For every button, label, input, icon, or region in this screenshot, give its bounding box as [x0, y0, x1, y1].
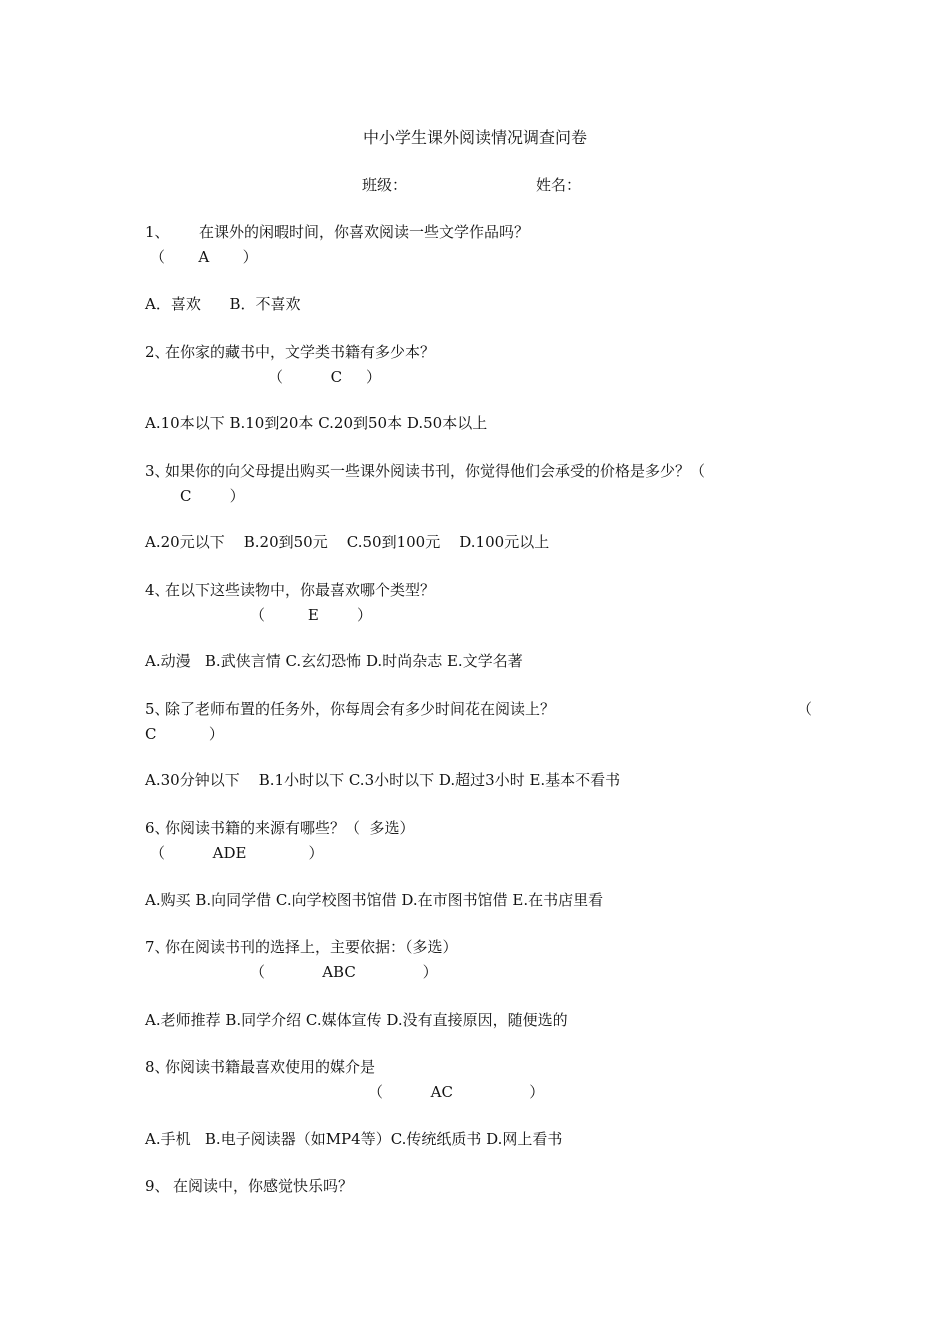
- question-8-options: A.手机 B.电子阅读器（如MP4等）C.传统纸质书 D.网上看书: [145, 1130, 563, 1148]
- question-6-answer: （ ADE ）: [150, 844, 324, 862]
- question-7-text: 你在阅读书刊的选择上，主要依据：（多选）: [165, 938, 458, 956]
- class-label: 班级：: [362, 176, 408, 194]
- question-4-number: 4、: [145, 581, 170, 599]
- question-5-text: 除了老师布置的任务外，你每周会有多少时间花在阅读上？: [165, 700, 556, 718]
- question-5-answer-open: （: [797, 700, 813, 718]
- name-label: 姓名：: [536, 176, 582, 194]
- question-3-number: 3、: [145, 462, 170, 480]
- question-2-number: 2、: [145, 343, 170, 361]
- question-8-text: 你阅读书籍最喜欢使用的媒介是: [165, 1058, 376, 1076]
- question-8-number: 8、: [145, 1058, 170, 1076]
- question-2-text: 在你家的藏书中，文学类书籍有多少本？: [165, 343, 436, 361]
- question-5-number: 5、: [145, 700, 170, 718]
- question-4-options: A.动漫 B.武侠言情 C.玄幻恐怖 D.时尚杂志 E.文学名著: [145, 652, 523, 670]
- question-3-answer: C ）: [180, 487, 245, 505]
- document-title: 中小学生课外阅读情况调查问卷: [362, 128, 587, 147]
- question-8-answer: （ AC ）: [368, 1083, 545, 1101]
- question-9-number: 9、: [145, 1177, 170, 1195]
- question-7-options: A.老师推荐 B.同学介绍 C.媒体宣传 D.没有直接原因，随便选的: [145, 1011, 568, 1029]
- question-6-number: 6、: [145, 819, 170, 837]
- question-3-options: A.20元以下 B.20到50元 C.50到100元 D.100元以上: [145, 533, 550, 551]
- question-6-text: 你阅读书籍的来源有哪些？（ 多选）: [165, 819, 415, 837]
- question-3-text: 如果你的向父母提出购买一些课外阅读书刊，你觉得他们会承受的价格是多少？（: [165, 462, 706, 480]
- question-6-options: A.购买 B.向同学借 C.向学校图书馆借 D.在市图书馆借 E.在书店里看: [145, 891, 604, 909]
- question-4-text: 在以下这些读物中，你最喜欢哪个类型？: [165, 581, 436, 599]
- question-1-options: A．喜欢 B．不喜欢: [145, 295, 301, 313]
- question-5-options: A.30分钟以下 B.1小时以下 C.3小时以下 D.超过3小时 E.基本不看书: [145, 771, 621, 789]
- question-4-answer: （ E ）: [250, 606, 373, 624]
- question-7-answer: （ ABC ）: [250, 963, 438, 981]
- question-1-text: 在课外的闲暇时间，你喜欢阅读一些文学作品吗？: [199, 223, 530, 241]
- question-1-answer: （ A ）: [150, 248, 258, 266]
- question-5-answer: C ）: [145, 725, 224, 743]
- question-1-number: 1、: [145, 223, 170, 241]
- question-2-options: A.10本以下 B.10到20本 C.20到50本 D.50本以上: [145, 414, 488, 432]
- question-2-answer: （ C ）: [268, 368, 381, 386]
- question-9-text: 在阅读中，你感觉快乐吗？: [173, 1177, 354, 1195]
- question-7-number: 7、: [145, 938, 170, 956]
